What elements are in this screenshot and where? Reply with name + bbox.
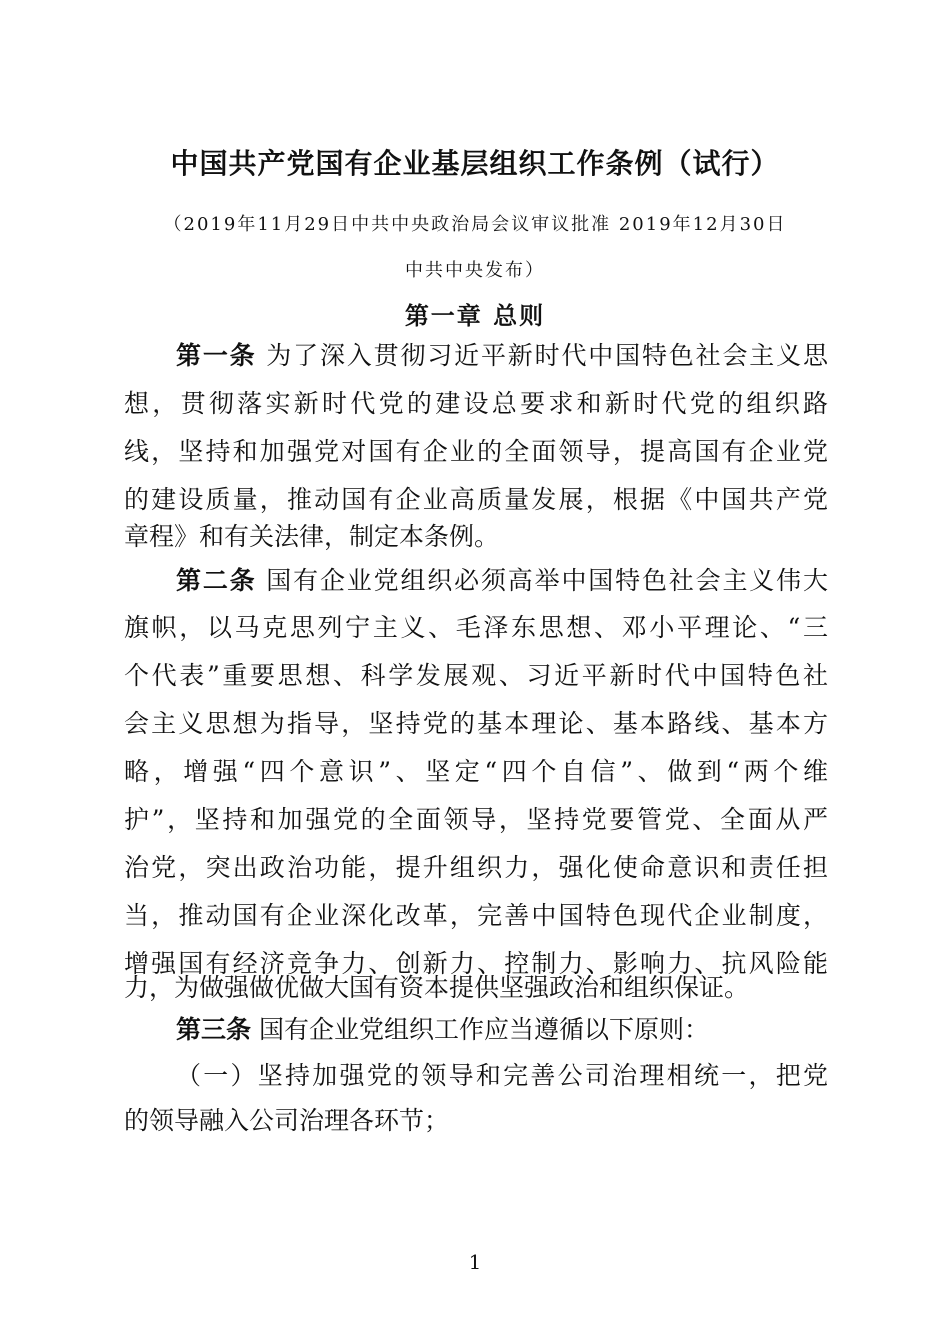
article-2-line-6: 护”，坚持和加强党的全面领导，坚持党要管党、全面从严 [124,805,828,834]
principle-1-line-2: 的领导融入公司治理各环节； [124,1106,450,1135]
article-2-label: 第二条 [176,566,257,595]
page-number: 1 [468,1250,482,1274]
article-3-text: 国有企业党组织工作应当遵循以下原则： [258,1015,709,1044]
chapter-heading: 第一章 总则 [404,301,546,330]
article-2-line-9: 增强国有经济竞争力、创新力、控制力、影响力、抗风险能 [124,949,828,978]
article-2-line-4: 会主义思想为指导，坚持党的基本理论、基本路线、基本方 [124,709,828,738]
article-2-line-7: 治党，突出政治功能，提升组织力，强化使命意识和责任担 [124,853,828,882]
article-1-line-1 [176,338,828,374]
article-1-label: 第一条 [176,341,257,370]
article-2-text: 国有企业党组织必须高举中国特色社会主义伟大 [266,566,828,595]
article-2-line-10: 力，为做强做优做大国有资本提供坚强政治和组织保证。 [124,973,750,1002]
principle-1-line-1: （一）坚持加强党的领导和完善公司治理相统一，把党 [176,1061,828,1090]
document-subtitle-line-2: 中共中央发布） [405,260,545,281]
article-2-line-8: 当，推动国有企业深化改革，完善中国特色现代企业制度， [124,901,828,930]
document-subtitle-line-1: （2019年11月29日中共中央政治局会议审议批准 2019年12月30日 [163,214,787,235]
article-1-line-3: 线，坚持和加强党对国有企业的全面领导，提高国有企业党 [124,437,828,466]
article-2-line-2: 旗帜，以马克思列宁主义、毛泽东思想、邓小平理论、“三 [124,613,828,642]
article-3-line-1 [176,1012,828,1048]
article-1-text: 为了深入贯彻习近平新时代中国特色社会主义思 [266,341,828,370]
article-2-line-5: 略，增强“四个意识”、坚定“四个自信”、做到“两个维 [124,757,828,786]
article-3-label: 第三条 [176,1015,252,1044]
article-1-line-2: 想，贯彻落实新时代党的建设总要求和新时代党的组织路 [124,389,828,418]
article-1-line-5: 章程》和有关法律，制定本条例。 [124,522,500,551]
article-2-line-3: 个代表”重要思想、科学发展观、习近平新时代中国特色社 [124,661,828,690]
article-1-line-4: 的建设质量，推动国有企业高质量发展，根据《中国共产党 [124,485,828,514]
article-2-line-1 [176,563,828,599]
document-title: 中国共产党国有企业基层组织工作条例（试行） [170,147,780,180]
